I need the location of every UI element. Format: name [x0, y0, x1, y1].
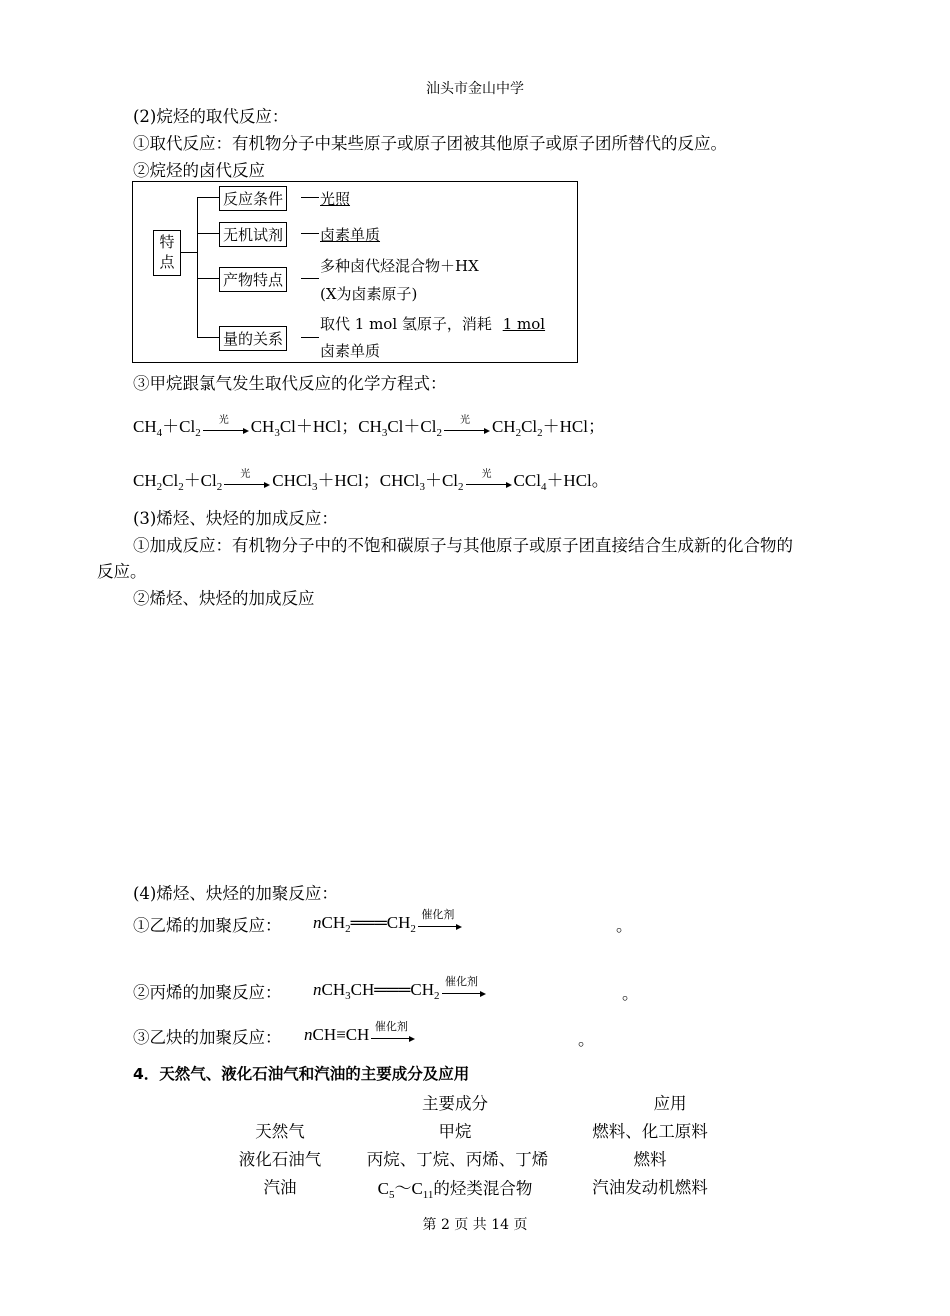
propylene-period: 。	[622, 984, 639, 1003]
diagram-dash	[301, 197, 319, 198]
reaction-arrow: 光	[466, 475, 512, 489]
ethylene-label: ①乙烯的加聚反应：	[133, 916, 282, 935]
diagram-label-product: 产物特点	[219, 267, 287, 292]
table-cell: 燃料、化工原料	[592, 1122, 708, 1141]
diagram-dash	[301, 233, 319, 234]
methane-equation-line-2: $CH_2Cl_2+Cl_2$ 光 CHCl$_3$＋HCl；$CHCl_3+Cl_2$ 光 CCl$_4$＋HCl。	[133, 469, 609, 493]
catalyst-arrow: 催化剂	[371, 1029, 415, 1043]
table-header-application: 应用	[653, 1094, 687, 1113]
section-5-title: 4．天然气、液化石油气和汽油的主要成分及应用	[133, 1065, 470, 1083]
catalyst-arrow: 催化剂	[442, 984, 486, 998]
diagram-value-quantity	[320, 313, 545, 334]
diagram-label-quantity: 量的关系	[219, 326, 287, 351]
table-cell: 汽油发动机燃料	[592, 1178, 708, 1197]
diagram-quantity-amount: 1 mol	[502, 315, 546, 333]
propylene-equation: $nCH_3CH═══CH_2$ 催化剂	[313, 980, 488, 1000]
diagram-branch	[197, 197, 219, 198]
ethylene-period: 。	[616, 916, 633, 935]
ethylene-equation: $nCH_2═══CH_2$ 催化剂	[313, 913, 464, 933]
table-cell: 燃料	[633, 1150, 667, 1169]
diagram-trunk	[197, 197, 198, 337]
substitution-definition: ①取代反应：有机物分子中某些原子或原子团被其他原子或原子团所替代的反应。	[133, 134, 727, 153]
reaction-arrow: 光	[203, 421, 249, 435]
halogenation-title: ②烷烃的卤代反应	[133, 161, 265, 180]
diagram-branch	[197, 337, 219, 338]
diagram-root-box: 特 点	[153, 230, 181, 276]
diagram-label-reagent: 无机试剂	[219, 222, 287, 247]
catalyst-arrow: 催化剂	[418, 917, 462, 931]
diagram-dash	[301, 278, 319, 279]
diagram-value-reagent: 卤素单质	[320, 226, 381, 244]
methane-equation-title: ③甲烷跟氯气发生取代反应的化学方程式：	[133, 374, 447, 393]
diagram-value-product: 多种卤代烃混合物＋HX	[320, 257, 479, 275]
diagram-connector	[181, 252, 197, 253]
table-header-composition: 主要成分	[422, 1094, 488, 1113]
reaction-arrow: 光	[224, 475, 270, 489]
diagram-value-condition: 光照	[320, 190, 351, 208]
page-footer: 第 2 页 共 14 页	[422, 1217, 528, 1233]
addition-definition-2: 反应。	[97, 562, 147, 581]
acetylene-equation: nCH≡CH 催化剂	[304, 1025, 417, 1045]
section-4-title: (4)烯烃、炔烃的加聚反应：	[133, 884, 338, 903]
section-2-title: (2)烷烃的取代反应：	[133, 107, 289, 126]
addition-subtitle: ②烯烃、炔烃的加成反应	[133, 589, 315, 608]
table-cell: 丙烷、丁烷、丙烯、丁烯	[366, 1150, 549, 1169]
diagram-branch	[197, 233, 219, 234]
addition-definition-1: ①加成反应：有机物分子中的不饱和碳原子与其他原子或原子团直接结合生成新的化合物的	[133, 536, 793, 555]
acetylene-label: ③乙炔的加聚反应：	[133, 1028, 282, 1047]
acetylene-period: 。	[578, 1030, 595, 1049]
table-cell-gasoline-composition: $C_5\sim C_{11}$的烃类混合物	[377, 1179, 533, 1201]
table-cell: 天然气	[255, 1122, 305, 1141]
section-3-title: (3)烯烃、炔烃的加成反应：	[133, 509, 338, 528]
table-cell: 甲烷	[438, 1122, 472, 1141]
diagram-quantity-text: 取代 1 mol 氢原子，消耗	[320, 315, 492, 333]
halogenation-diagram	[132, 181, 578, 363]
diagram-dash	[301, 337, 319, 338]
table-cell: 汽油	[263, 1178, 297, 1197]
table-cell: 液化石油气	[238, 1150, 322, 1169]
diagram-branch	[197, 278, 219, 279]
reaction-arrow: 光	[444, 421, 490, 435]
page-header: 汕头市金山中学	[426, 81, 524, 97]
diagram-label-condition: 反应条件	[219, 186, 287, 211]
diagram-value-product-note: (X为卤素原子)	[320, 285, 418, 303]
propylene-label: ②丙烯的加聚反应：	[133, 983, 282, 1002]
diagram-value-quantity-2: 卤素单质	[320, 342, 381, 360]
methane-equation-line-1: $CH_4+Cl_2$ 光 $CH_3Cl+HCl$；$CH_3Cl+Cl_2$ 光 $CH_2Cl_2+HCl$；	[133, 415, 605, 439]
